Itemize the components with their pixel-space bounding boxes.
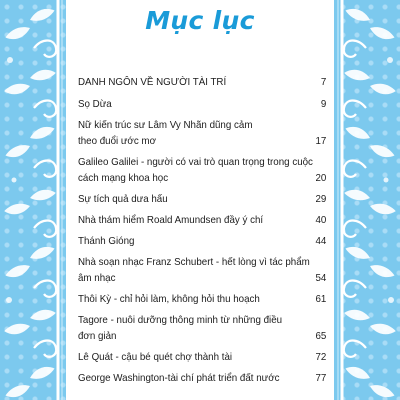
toc-entry-title: Sọ Dừa bbox=[78, 98, 112, 110]
toc-entry-title-continued: cách mạng khoa học bbox=[78, 172, 169, 184]
toc-entry[interactable] bbox=[78, 96, 326, 112]
toc-entry-title: Sự tích quả dưa hấu bbox=[78, 193, 168, 205]
toc-entry-page: 54 bbox=[315, 272, 327, 284]
page-title: Mục lục bbox=[145, 6, 255, 35]
toc-entry-page: 9 bbox=[320, 98, 327, 110]
toc-entry-page: 40 bbox=[315, 214, 327, 226]
toc-entry[interactable] bbox=[78, 191, 326, 207]
toc-entry-title: Tagore - nuôi dưỡng thông minh từ những điều bbox=[78, 314, 283, 326]
toc-entry[interactable] bbox=[78, 291, 326, 307]
content-panel bbox=[66, 0, 334, 400]
toc-entry-title: George Washington-tài chí phát triển đất nước bbox=[78, 372, 280, 384]
toc-entry-title: Thôi Kỳ - chỉ hỏi làm, không hỏi thu hoạch bbox=[78, 293, 260, 305]
toc-entry-page: 7 bbox=[320, 76, 327, 88]
toc-entry-page: 44 bbox=[315, 235, 327, 247]
toc-entry-page: 17 bbox=[315, 135, 327, 147]
toc-entry-page: 61 bbox=[315, 293, 327, 305]
toc-entry[interactable] bbox=[78, 254, 326, 286]
toc-entry[interactable] bbox=[78, 212, 326, 228]
toc-entry-title: Nữ kiến trúc sư Lâm Vy Nhãn dũng cảm bbox=[78, 119, 253, 131]
toc-entry-title: Galileo Galilei - người có vai trò quan trọng trong cuộc bbox=[78, 156, 313, 168]
toc-entry[interactable] bbox=[78, 233, 326, 249]
toc-entry[interactable] bbox=[78, 349, 326, 365]
toc-entry-title-continued: đơn giản bbox=[78, 330, 117, 342]
toc-entry-title: Thánh Gióng bbox=[78, 235, 135, 247]
toc-entry[interactable] bbox=[78, 370, 326, 386]
toc-entry[interactable] bbox=[78, 312, 326, 344]
table-of-contents bbox=[78, 74, 326, 386]
toc-entry-title: Nhà soạn nhạc Franz Schubert - hết lòng vì tác phẩm bbox=[78, 256, 310, 268]
toc-entry-title-continued: theo đuổi ước mơ bbox=[78, 135, 156, 147]
toc-entry-title: DANH NGÔN VỀ NGƯỜI TÀI TRÍ bbox=[78, 76, 227, 88]
toc-entry-page: 72 bbox=[315, 351, 327, 363]
toc-entry[interactable] bbox=[78, 117, 326, 149]
toc-entry[interactable] bbox=[78, 154, 326, 186]
toc-entry[interactable] bbox=[78, 74, 326, 90]
toc-entry-page: 77 bbox=[315, 372, 327, 384]
toc-entry-page: 20 bbox=[315, 172, 327, 184]
toc-entry-title-continued: âm nhạc bbox=[78, 272, 116, 284]
toc-entry-page: 65 bbox=[315, 330, 327, 342]
toc-entry-page: 29 bbox=[315, 193, 327, 205]
toc-entry-title: Lê Quát - cậu bé quét chợ thành tài bbox=[78, 351, 233, 363]
toc-entry-title: Nhà thám hiểm Roald Amundsen đầy ý chí bbox=[78, 214, 264, 226]
